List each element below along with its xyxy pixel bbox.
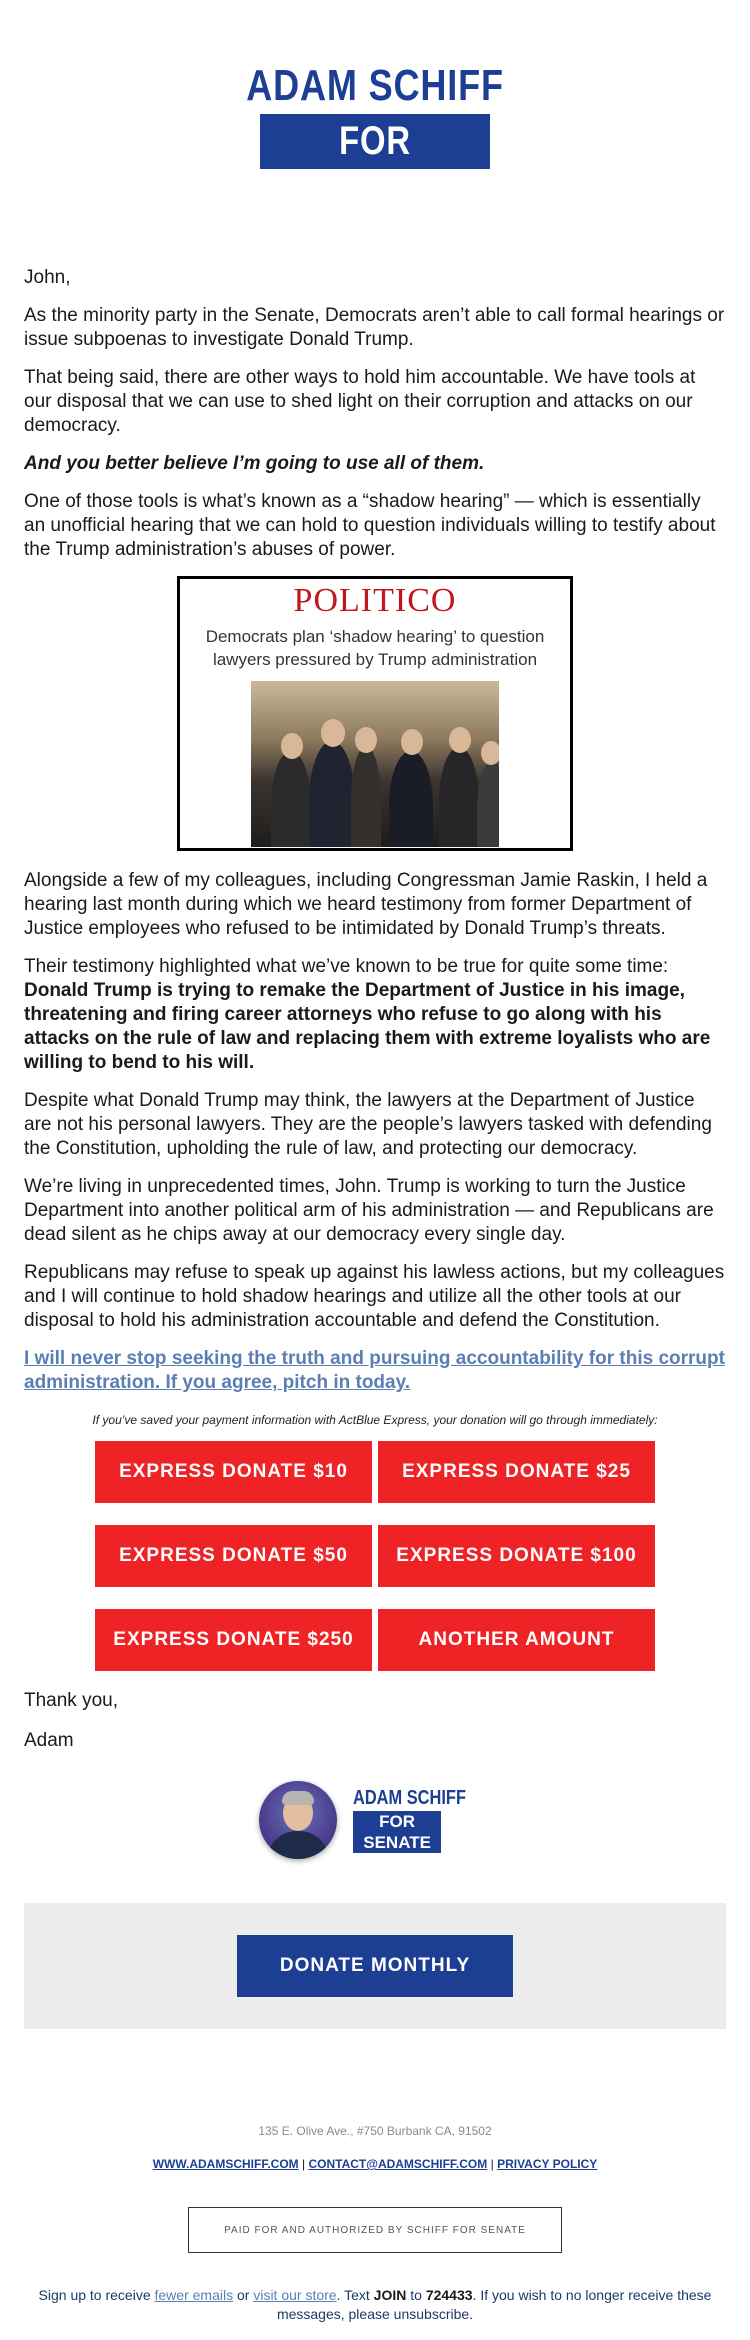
greeting: John, — [24, 267, 71, 288]
monthly-donation-panel — [24, 1903, 726, 2029]
logo-name: ADAM SCHIFF — [246, 61, 504, 110]
paragraph-5: Alongside a few of my colleagues, including Congressman Jamie Raskin, I held a hearing last month during which we heard testimony from former Department of Justice employees who refused to be intimidated by Donald Trump’s threats. — [24, 870, 708, 939]
donate-monthly-button[interactable]: DONATE MONTHLY — [237, 1935, 513, 1997]
signature: Adam — [24, 1730, 74, 1751]
paragraph-emphasis: And you better believe I’m going to use all of them. — [24, 453, 485, 474]
signup-text: Sign up to receive fewer emails or visit our store. Text JOIN to 724433. If you wish to no longer receive these messages, please unsubscribe. — [38, 2287, 712, 2322]
footer-links: WWW.ADAMSCHIFF.COM | CONTACT@ADAMSCHIFF.COM | PRIVACY POLICY — [152, 2157, 598, 2171]
mini-logo-name: ADAM SCHIFF — [353, 1787, 467, 1809]
paragraph-9: Republicans may refuse to speak up against his lawless actions, but my colleagues and I will continue to hold shadow hearings and utilize all the other tools at our disposal to hold his administration accountable and defend the Constitution. — [24, 1262, 725, 1331]
politico-article-image[interactable] — [177, 576, 573, 851]
another-amount-button[interactable]: ANOTHER AMOUNT — [378, 1609, 655, 1671]
politico-logo: POLITICO — [293, 582, 457, 619]
express-donate-10-button[interactable]: EXPRESS DONATE $10 — [95, 1441, 372, 1503]
actblue-express-note: If you’ve saved your payment information with ActBlue Express, your donation will go through immediately: — [92, 1413, 658, 1427]
politico-headline: Democrats plan ‘shadow hearing’ to question lawyers pressured by Trump administration — [205, 627, 545, 669]
express-donate-25-button[interactable]: EXPRESS DONATE $25 — [378, 1441, 655, 1503]
pitch-in-link[interactable]: I will never stop seeking the truth and pursuing accountability for this corrupt administration. If you agree, pitch in today. — [24, 1348, 725, 1393]
express-donate-100-button[interactable]: EXPRESS DONATE $100 — [378, 1525, 655, 1587]
mini-logo-subtitle: FOR SENATE — [353, 1811, 441, 1853]
signature-badge — [24, 1781, 726, 1859]
paragraph-6: Their testimony highlighted what we’ve known to be true for quite some time: Donald Trump is trying to remake the Department of Justice in his image, threatening and firing career attorneys who refuse to go along with his attacks on the rule of law and replacing them with extreme loyalists who are willing to bend to his will. — [24, 956, 711, 1073]
store-link[interactable]: visit our store — [253, 2287, 337, 2303]
contact-email-link[interactable]: CONTACT@ADAMSCHIFF.COM — [308, 2157, 488, 2171]
paragraph-2: That being said, there are other ways to hold him accountable. We have tools at our disposal that we can use to shed light on their corruption and attacks on our democracy. — [24, 367, 696, 436]
paragraph-4: One of those tools is what’s known as a “shadow hearing” — which is essentially an unofficial hearing that we can hold to question individuals willing to testify about the Trump administration’s abuses of power. — [24, 491, 716, 560]
website-link[interactable]: WWW.ADAMSCHIFF.COM — [152, 2157, 299, 2171]
email-body — [24, 266, 726, 1859]
footer — [0, 2124, 750, 2324]
logo-subtitle: FOR SENATE — [260, 114, 490, 169]
donate-button-grid — [95, 1441, 655, 1671]
mini-logo — [353, 1787, 491, 1853]
express-donate-250-button[interactable]: EXPRESS DONATE $250 — [95, 1609, 372, 1671]
paragraph-8: We’re living in unprecedented times, John. Trump is working to turn the Justice Department into another political arm of his administration — and Republicans are dead silent as he chips away at our democracy every single day. — [24, 1176, 714, 1245]
privacy-policy-link[interactable]: PRIVACY POLICY — [497, 2157, 598, 2171]
campaign-logo — [0, 61, 750, 218]
paragraph-6-bold: Donald Trump is trying to remake the Department of Justice in his image, threatening and firing career attorneys who refuse to go along with his attacks on the rule of law and replacing them with extreme loyalists who are willing to bend to his will. — [24, 980, 711, 1073]
fewer-emails-link[interactable]: fewer emails — [154, 2287, 234, 2303]
mailing-address: 135 E. Olive Ave., #750 Burbank CA, 91502 — [258, 2124, 492, 2138]
paragraph-7: Despite what Donald Trump may think, the lawyers at the Department of Justice are not his personal lawyers. They are the people’s lawyers tasked with defending the Constitution, upholding the rule of law, and protecting our democracy. — [24, 1090, 712, 1159]
avatar — [259, 1781, 337, 1859]
closing: Thank you, — [24, 1690, 118, 1711]
express-donate-50-button[interactable]: EXPRESS DONATE $50 — [95, 1525, 372, 1587]
paid-for-disclaimer: PAID FOR AND AUTHORIZED BY SCHIFF FOR SENATE — [188, 2207, 562, 2253]
hearing-photo — [251, 681, 499, 847]
paragraph-1: As the minority party in the Senate, Democrats aren’t able to call formal hearings or issue subpoenas to investigate Donald Trump. — [24, 305, 725, 350]
